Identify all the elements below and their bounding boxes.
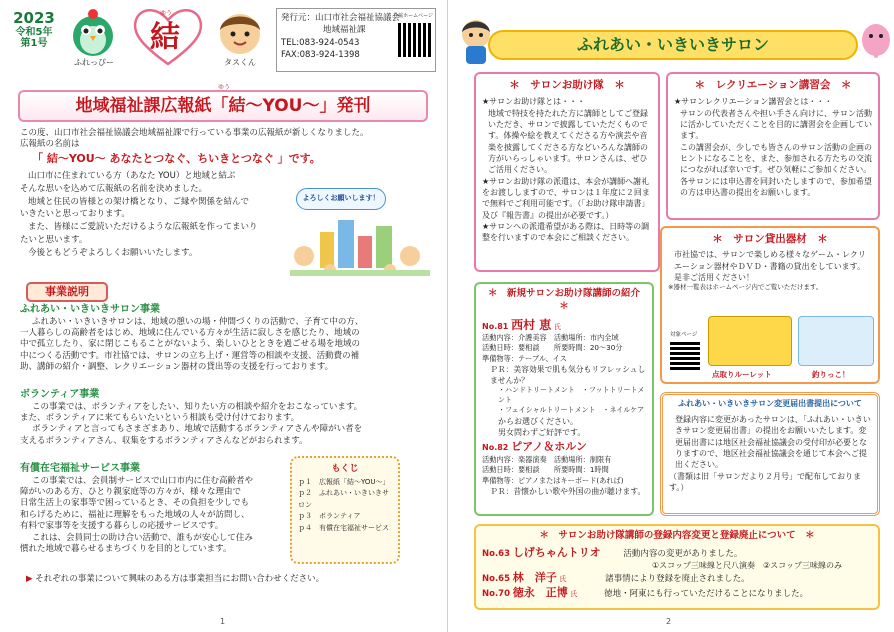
home-service-line: 有料で家事等を支援する暮らしの応援サービスです。 xyxy=(20,521,224,532)
issue-number: 第1号 xyxy=(20,37,48,49)
lecturer-82-number: No.82 xyxy=(482,443,509,453)
section-home-service xyxy=(20,462,290,556)
reg-63-name: しげちゃんトリオ xyxy=(512,545,601,559)
page-number: 1 xyxy=(220,617,226,627)
toc-item[interactable]: ｐ４ 有償在宅福祉サービス xyxy=(298,524,389,533)
toc-item[interactable]: ｐ２ ふれあい・いきいきサロン xyxy=(298,489,389,509)
home-service-line: 障がいのある方、ひとり親家庭等の方々が、様々な理由で xyxy=(20,486,242,497)
body-line: 山口市に住まれている方（あなた YOU）と地域と結ぶ xyxy=(28,171,236,181)
home-service-line: この事業では、会員制サービスで山口市内に住む高齢者や xyxy=(32,475,254,486)
change-notice-line: 登録内容に変更があったサロンは、「ふれあい・いきいきサロン変更届出書」の提出をお願いいたします。変更届出書には地区社会福祉協議会の受付印が必要となりますので、地区社会福祉協議会を通じて本会へご提出ください。 xyxy=(675,414,871,470)
elephant-character-icon xyxy=(858,10,894,70)
reg-70-suffix: 氏 xyxy=(570,590,578,599)
lecturer-82-name: ピアノ＆ホルン xyxy=(511,440,587,454)
table-of-contents xyxy=(290,456,400,564)
lecturer-82-line: ＰＲ：昔懐かしい歌や外国の曲が聴けます。 xyxy=(490,486,646,496)
salon-line: 一人暮らしの高齢者をはじめ、地域に住んでいる方々が生活に寂しさを感じたり、地域の xyxy=(20,327,360,338)
year: 2023 xyxy=(13,9,55,27)
lecturer-81-line: 男女問わずご好評です。 xyxy=(498,428,586,438)
lecturer-81-line: ・フェイシャルトリートメント ・ネイルケア xyxy=(498,405,645,414)
registration-row-63 xyxy=(482,546,872,561)
salon-line: 助、講師の紹介・調整、レクリエーション器材の貸出等の支援を行っております。 xyxy=(20,362,334,373)
section-volunteer xyxy=(20,388,435,447)
reg-63-detail: ①スコップ三味線と尺八演奏 ②スコップ三味線のみ xyxy=(652,560,843,570)
lecturer-81-line: ・ハンドトリートメント ・フットトリートメント xyxy=(498,385,645,404)
logo-ruby: ゆう xyxy=(160,10,173,17)
recreation-line: 各サロンには申込書を同封いたしますので、参加希望の方は申込書の提出をお願いします。 xyxy=(680,176,872,198)
reg-63-number: No.63 xyxy=(482,548,511,559)
intro-line1: この度、山口市社会福祉協議会地域福祉課で行っている事業の広報紙が新しくなりました。 xyxy=(20,128,369,138)
lending-line: 市社協では、サロンで楽しめる様々なゲーム・レクリエーション器材やＤＶＤ・書籍の貸出をしています。是非ご活用ください！ xyxy=(674,250,866,282)
lecturer-81 xyxy=(482,317,646,333)
body-line: そんな思いを込めて広報紙の名前を決めました。 xyxy=(20,183,208,194)
footer-note-text: それぞれの事業について興味のある方は事業担当にお問い合わせください。 xyxy=(35,574,325,584)
greeting-bubble: よろしくお願いします！ xyxy=(296,188,386,210)
lending-note: ※器材一覧表はホームページ内でご覧いただけます。 xyxy=(668,283,823,292)
change-notice-line: （書類は旧「サロンだより２月号」で配布しております。） xyxy=(669,471,861,492)
mascot-right-name: タスくん xyxy=(224,58,256,67)
lecturer-81-number: No.81 xyxy=(482,321,509,331)
home-service-line: これは、会員同士の助け合い活動で、誰もが安心して住み xyxy=(32,532,253,543)
footer-bullet-icon: ▶ xyxy=(26,574,33,584)
registration-box xyxy=(474,524,880,610)
slogan: 「 結〜YOU〜 あなたとつなぐ、ちいきとつなぐ 」です。 xyxy=(32,152,321,165)
body-line: たいと思います。 xyxy=(20,234,88,245)
reg-65-suffix: 氏 xyxy=(559,575,567,584)
recreation-line: サロンの代表者さんや担い手さん向けに、サロン活動に活かしていただくことを目的に講習会を企画しています。 xyxy=(680,108,872,141)
logo-character: 結 xyxy=(150,20,180,55)
lecturer-81-line: 活動内容：介護美容 活動場所：市内全域 xyxy=(482,333,619,343)
new-lecturers-box xyxy=(474,282,654,516)
volunteer-head: ボランティア事業 xyxy=(20,389,100,400)
publisher-fax: FAX:083-924-1398 xyxy=(281,49,360,60)
publisher-tel: TEL:083-924-0543 xyxy=(281,37,360,48)
reg-65-number: No.65 xyxy=(482,574,511,585)
lending-qr-code[interactable] xyxy=(670,340,700,370)
helpers-line: ★サロンへの派遣希望がある際は、日時等の調整を行いますので本会にご相談ください。 xyxy=(482,222,650,243)
reg-70-number: No.70 xyxy=(482,589,511,600)
helpers-line: ★サロンお助け隊の派遣は、本会が講師へ謝礼をお渡ししますので、サロンは１年度に２回まで無料でご利用可能です。（「お助け隊申請書」及び『報告書』の提出が必要です。） xyxy=(482,176,650,220)
lecturer-81-line: 準備物等：テーブル、イス xyxy=(482,353,567,363)
lending-qr-label: 対象ページ xyxy=(670,332,698,338)
homepage-qr-code[interactable] xyxy=(398,23,432,57)
intro-body xyxy=(20,170,310,259)
lending-title: ＊ サロン貸出器材 ＊ xyxy=(712,233,828,245)
registration-title: ＊ サロンお助け隊講師の登録内容変更と登録廃止について ＊ xyxy=(539,530,815,541)
issue-box xyxy=(8,10,60,49)
section-salon xyxy=(20,303,435,374)
page-2 xyxy=(447,0,894,632)
body-line: また、皆様にご愛読いただけるような広報紙を作ってまいり xyxy=(28,222,258,232)
recreation-line: ★サロンレクリエーション講習会とは・・・ xyxy=(674,97,833,107)
home-service-line: 慣れた地域で暮らせるまちづくりを目的としています。 xyxy=(20,544,232,555)
volunteer-line: 支えるボランティアさん、収集をするボランティアさんなどがおられます。 xyxy=(20,435,308,446)
intro xyxy=(20,128,430,151)
boy-mascot-icon xyxy=(214,6,266,58)
fishing-label: 釣りっこ！ xyxy=(812,370,850,379)
toc-title: もくじ xyxy=(331,464,359,474)
qr-label: 社協ホームページ xyxy=(393,13,433,19)
toc-item[interactable]: ｐ１ 広報紙「結〜YOU〜」 xyxy=(298,477,390,486)
lecturer-81-suffix: 氏 xyxy=(553,322,561,331)
reg-70-name: 徳永 正博 xyxy=(512,586,568,600)
footer-note xyxy=(26,574,426,585)
recreation-box xyxy=(666,72,880,220)
roulette-image xyxy=(708,316,792,366)
home-service-head: 有償在宅福祉サービス事業 xyxy=(20,463,140,474)
lecturer-81-name: 西村 恵 xyxy=(511,317,552,332)
change-notice-box xyxy=(660,392,880,516)
reg-65-name: 林 洋子 xyxy=(512,571,557,585)
roulette-label: 点取りルーレット xyxy=(712,370,772,379)
section-title: 事業説明 xyxy=(26,282,108,302)
toc-item[interactable]: ｐ３ ボランティア xyxy=(298,512,361,521)
publisher-line1: 発行元：山口市社会福祉協議会 xyxy=(281,13,401,23)
era: 令和5年 xyxy=(15,26,53,38)
change-notice-title: ふれあい・いきいきサロン変更届出書提出について xyxy=(678,399,862,408)
bird-mascot-icon xyxy=(66,6,120,58)
lecturer-81-line: 活動日時：要相談 所要時間：20〜30分 xyxy=(482,343,623,353)
reg-70-text: 徳地・阿東にも行っていただけることになりました。 xyxy=(604,589,809,600)
salon-head: ふれあい・いきいきサロン事業 xyxy=(20,304,160,315)
new-lecturers-title: ＊ 新規サロンお助け隊講師の紹介 ＊ xyxy=(487,288,650,312)
salon-line: 中で孤立したり、家に閉じこもることがないよう、楽しいひとときを過ごせる場を地域の xyxy=(20,339,361,350)
body-line: 今後ともどうぞよろしくお願いいたします。 xyxy=(28,247,198,258)
lecturer-82-line: 活動内容：楽器演奏 活動場所：制限有 xyxy=(482,455,612,465)
recreation-title: ＊ レクリエーション講習会 ＊ xyxy=(694,79,852,91)
reg-63-text: 活動内容の変更がありました。 xyxy=(623,548,743,559)
lecturer-82-line: 準備物等：ピアノまたはキーボード(あれば) xyxy=(482,475,624,485)
helpers-box xyxy=(474,72,660,272)
intro-line2: 広報紙の名前は xyxy=(20,139,80,150)
registration-row-65 xyxy=(482,571,872,586)
title-ruby: ゆう xyxy=(218,84,231,91)
home-service-line: 日常生活上の家事等で困っているとき、その負担を少しでも xyxy=(20,498,250,509)
reg-65-text: 諸事情により登録を廃止されました。 xyxy=(605,574,750,585)
lending-box xyxy=(660,226,880,384)
salon-line: 中につくる活動です。市社協では、サロンの立ち上げ・運営等の相談や支援、活動費の補 xyxy=(20,350,360,361)
body-line: 地域と住民の皆様との架け橋となり、ご縁や関係を結んで xyxy=(28,196,250,207)
recreation-line: この講習会が、少しでも皆さんのサロン活動の企画のヒントになることを、また、参加される方たちの交流につながれば幸いです。ぜひ気軽にご参加ください。 xyxy=(680,142,872,175)
helpers-line: 地域で特技を持たれた方に講師としてご登録いただき、サロンで披露していただくものです。体操や絵を教えてくださる方や演芸や音楽を披露してくださる方などいろんな講師の方がいらっしゃいます。サロンさんは、ぜひご活用ください。 xyxy=(488,108,648,175)
volunteer-line: また、ボランティアに来てもらいたいという相談も受け付けております。 xyxy=(20,412,300,423)
lecturer-82-line: 活動日時：要相談 所要時間：1時間 xyxy=(482,465,609,475)
publisher-line2: 地域福祉課 xyxy=(323,25,366,36)
registration-row-70 xyxy=(482,586,872,601)
helpers-line: ★サロンお助け隊とは・・・ xyxy=(482,97,586,107)
volunteer-line: この事業では、ボランティアをしたい、知りたい方の相談や紹介をおこなっています。 xyxy=(32,401,363,412)
body-line: いきたいと思っております。 xyxy=(20,209,130,220)
lecturer-82 xyxy=(482,440,646,455)
fishing-game-image xyxy=(798,316,874,366)
page-number: 2 xyxy=(666,617,672,627)
volunteer-line: ボランティアと言ってもさまざまあり、地域で活動するボランティアさんや障がい者を xyxy=(32,424,363,435)
publisher-box xyxy=(276,8,436,72)
town-illustration-icon xyxy=(290,212,430,276)
salon-banner: ふれあい・いきいきサロン xyxy=(488,30,858,60)
home-service-line: 和らげるために、福祉に理解をもった地域の人々が訪問し、 xyxy=(20,509,250,520)
main-title: 地域福祉課広報紙「結〜YOU〜」発刊 xyxy=(18,90,428,122)
helpers-title: ＊ サロンお助け隊 ＊ xyxy=(509,79,625,91)
mascot-left-name: ふれっぴー xyxy=(74,58,114,67)
salon-line: ふれあい・いきいきサロンは、地域の憩いの場・仲間づくりの活動で、子育て中の方、 xyxy=(32,316,364,327)
lecturer-81-line: ＰＲ：美容効果で肌も気分もリフレッシュしませんか？ xyxy=(490,364,646,385)
lecturer-81-line: からお選びください。 xyxy=(498,416,578,426)
